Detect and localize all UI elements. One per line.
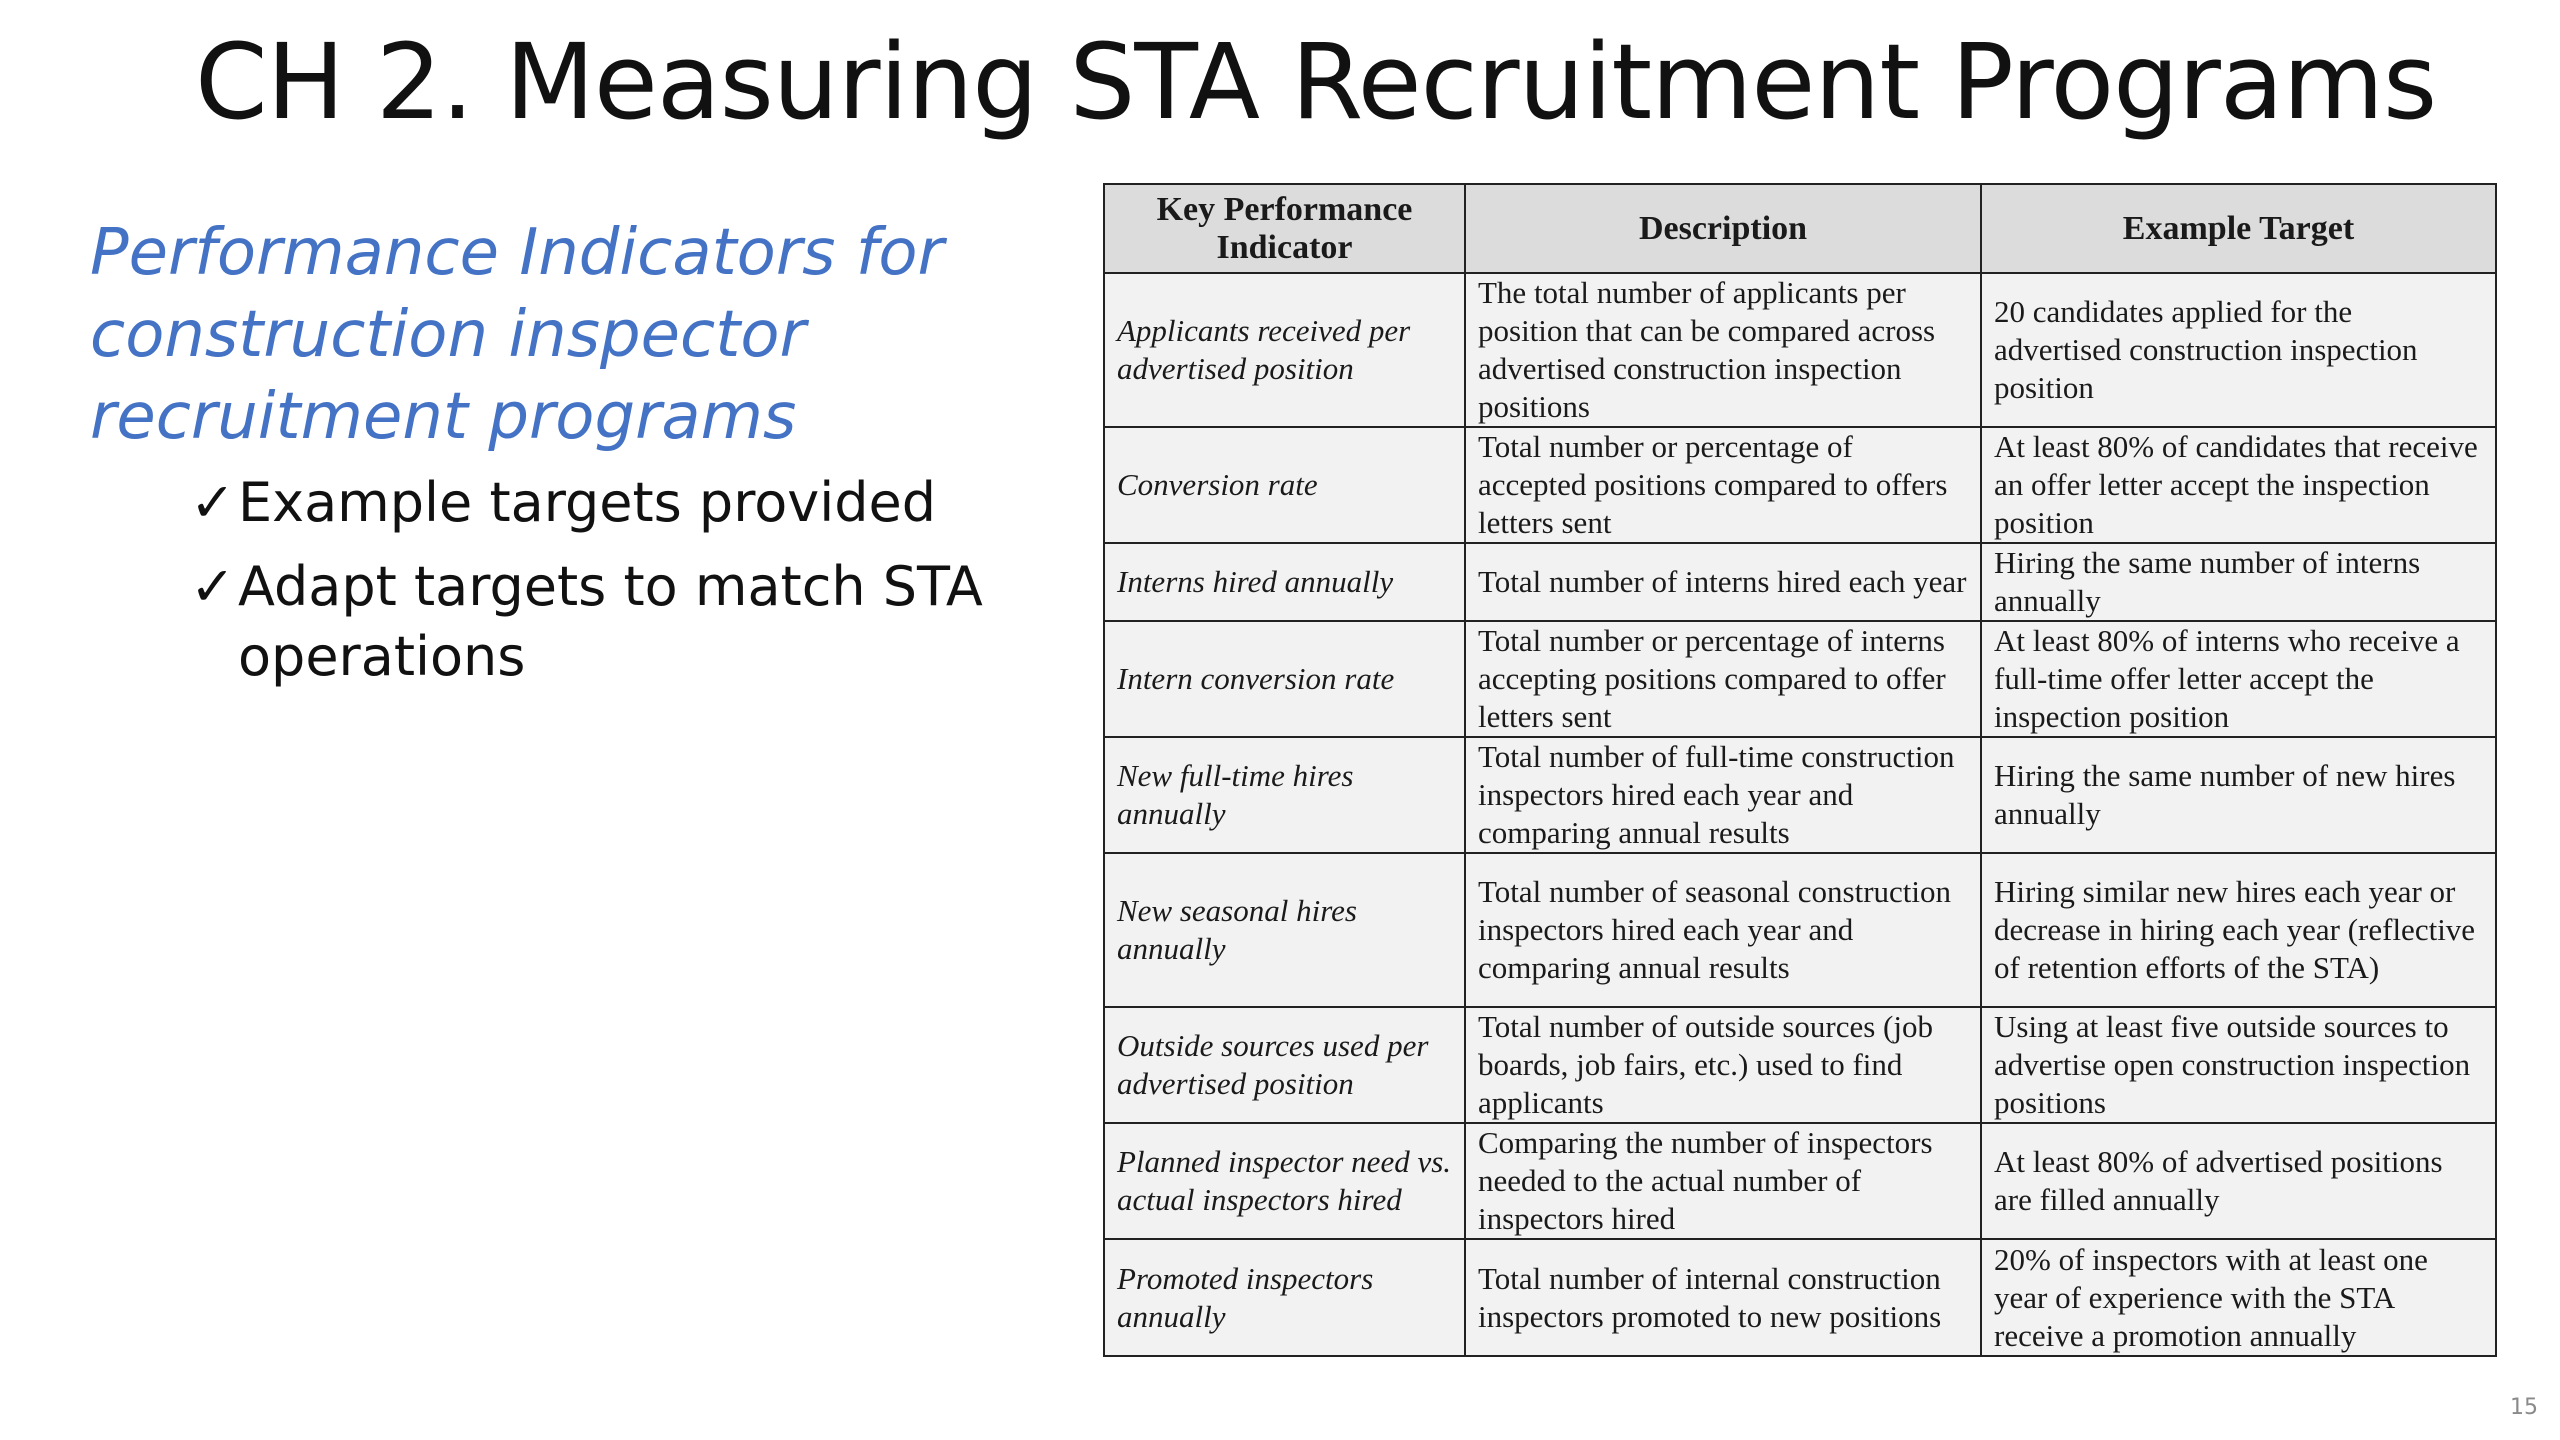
description-cell: Total number of internal construction inspectors promoted to new positions — [1465, 1239, 1981, 1356]
target-cell: Hiring the same number of interns annually — [1981, 543, 2496, 621]
description-cell: Total number of full-time construction inspectors hired each year and comparing annual results — [1465, 737, 1981, 853]
slide-subtitle: Performance Indicators for construction inspector recruitment programs — [90, 216, 944, 454]
check-mark-icon: ✓ — [190, 471, 236, 534]
kpi-cell: Planned inspector need vs. actual inspectors hired — [1104, 1123, 1465, 1239]
kpi-cell: Intern conversion rate — [1104, 621, 1465, 737]
table-row — [1104, 1239, 2496, 1356]
target-cell: At least 80% of interns who receive a full-time offer letter accept the inspection position — [1981, 621, 2496, 737]
bullet-text: Adapt targets to match STA operations — [238, 555, 983, 688]
description-cell: Total number or percentage of interns accepting positions compared to offer letters sent — [1465, 621, 1981, 737]
target-cell: Using at least five outside sources to advertise open construction inspection positions — [1981, 1007, 2496, 1123]
table-row — [1104, 853, 2496, 1007]
description-cell: Total number of outside sources (job boards, job fairs, etc.) used to find applicants — [1465, 1007, 1981, 1123]
kpi-cell: Conversion rate — [1104, 427, 1465, 543]
target-cell: Hiring the same number of new hires annually — [1981, 737, 2496, 853]
kpi-cell: Outside sources used per advertised position — [1104, 1007, 1465, 1123]
kpi-cell: New seasonal hires annually — [1104, 853, 1465, 1007]
bullet-item — [190, 468, 1090, 538]
kpi-cell: Interns hired annually — [1104, 543, 1465, 621]
column-header-target: Example Target — [1981, 184, 2496, 273]
kpi-table — [1103, 183, 2497, 1357]
bullet-list — [190, 468, 1090, 706]
target-cell: Hiring similar new hires each year or decrease in hiring each year (reflective of retention efforts of the STA) — [1981, 853, 2496, 1007]
target-cell: At least 80% of advertised positions are filled annually — [1981, 1123, 2496, 1239]
table-row — [1104, 273, 2496, 427]
kpi-cell: New full-time hires annually — [1104, 737, 1465, 853]
description-cell: Total number or percentage of accepted positions compared to offers letters sent — [1465, 427, 1981, 543]
description-cell: Total number of interns hired each year — [1465, 543, 1981, 621]
bullet-text: Example targets provided — [238, 471, 936, 534]
description-cell: Total number of seasonal construction inspectors hired each year and comparing annual results — [1465, 853, 1981, 1007]
page-number: 15 — [2510, 1395, 2538, 1420]
table-header-row — [1104, 184, 2496, 273]
table-row — [1104, 1123, 2496, 1239]
slide-title: CH 2. Measuring STA Recruitment Programs — [195, 21, 2437, 143]
table-row — [1104, 737, 2496, 853]
column-header-description: Description — [1465, 184, 1981, 273]
target-cell: At least 80% of candidates that receive an offer letter accept the inspection position — [1981, 427, 2496, 543]
table-row — [1104, 543, 2496, 621]
kpi-cell: Applicants received per advertised position — [1104, 273, 1465, 427]
kpi-cell: Promoted inspectors annually — [1104, 1239, 1465, 1356]
table-row — [1104, 1007, 2496, 1123]
description-cell: The total number of applicants per position that can be compared across advertised construction inspection positions — [1465, 273, 1981, 427]
column-header-kpi: Key Performance Indicator — [1104, 184, 1465, 273]
check-mark-icon: ✓ — [190, 555, 236, 618]
target-cell: 20 candidates applied for the advertised construction inspection position — [1981, 273, 2496, 427]
target-cell: 20% of inspectors with at least one year of experience with the STA receive a promotion annually — [1981, 1239, 2496, 1356]
table-row — [1104, 621, 2496, 737]
table-row — [1104, 427, 2496, 543]
description-cell: Comparing the number of inspectors needed to the actual number of inspectors hired — [1465, 1123, 1981, 1239]
bullet-item — [190, 552, 1090, 692]
